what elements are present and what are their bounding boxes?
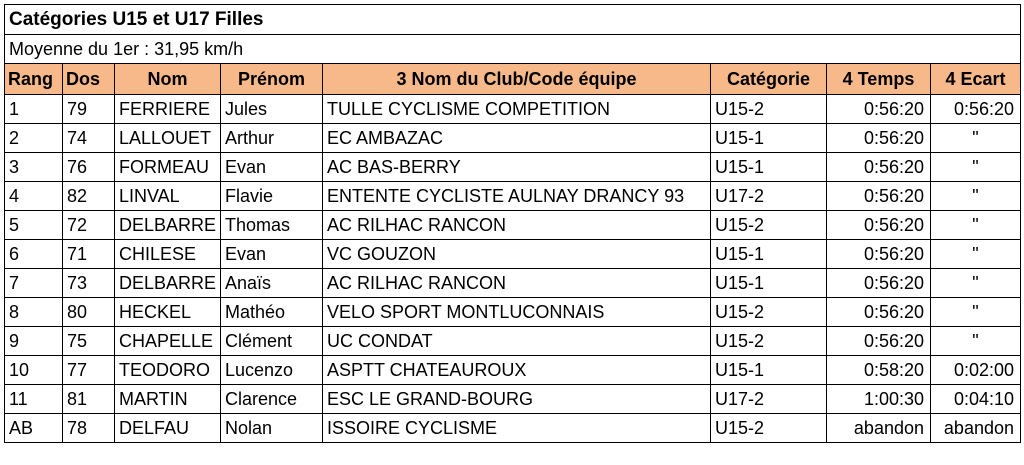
club-cell: EC AMBAZAC <box>323 124 711 153</box>
nom-cell: CHILESE <box>115 240 221 269</box>
dos-cell: 74 <box>63 124 115 153</box>
categorie-cell: U15-1 <box>711 240 827 269</box>
dos-cell: 71 <box>63 240 115 269</box>
temps-cell: 0:56:20 <box>827 153 931 182</box>
club-cell: VELO SPORT MONTLUCONNAIS <box>323 298 711 327</box>
nom-cell: LALLOUET <box>115 124 221 153</box>
prenom-cell: Jules <box>221 95 323 124</box>
categorie-cell: U15-2 <box>711 298 827 327</box>
rang-cell: AB <box>5 414 63 443</box>
header-row <box>5 64 1021 95</box>
table-row <box>5 124 1021 153</box>
table-row <box>5 269 1021 298</box>
categorie-cell: U15-1 <box>711 356 827 385</box>
prenom-cell: Flavie <box>221 182 323 211</box>
dos-cell: 75 <box>63 327 115 356</box>
club-cell: ESC LE GRAND-BOURG <box>323 385 711 414</box>
rang-cell: 10 <box>5 356 63 385</box>
club-cell: ISSOIRE CYCLISME <box>323 414 711 443</box>
table-row <box>5 182 1021 211</box>
dos-cell: 82 <box>63 182 115 211</box>
temps-cell: 1:00:30 <box>827 385 931 414</box>
rang-cell: 11 <box>5 385 63 414</box>
prenom-cell: Nolan <box>221 414 323 443</box>
categorie-cell: U15-2 <box>711 327 827 356</box>
prenom-cell: Mathéo <box>221 298 323 327</box>
dos-cell: 81 <box>63 385 115 414</box>
club-cell: ASPTT CHATEAUROUX <box>323 356 711 385</box>
club-cell: AC BAS-BERRY <box>323 153 711 182</box>
ecart-cell: " <box>931 327 1021 356</box>
categorie-cell: U15-1 <box>711 124 827 153</box>
temps-cell: 0:56:20 <box>827 124 931 153</box>
col-header-prenom: Prénom <box>221 64 323 95</box>
club-cell: TULLE CYCLISME COMPETITION <box>323 95 711 124</box>
title-row <box>5 5 1021 35</box>
rang-cell: 8 <box>5 298 63 327</box>
temps-cell: 0:56:20 <box>827 269 931 298</box>
sheet-title: Catégories U15 et U17 Filles <box>5 5 1021 35</box>
ecart-cell: " <box>931 298 1021 327</box>
categorie-cell: U15-2 <box>711 211 827 240</box>
categorie-cell: U15-1 <box>711 269 827 298</box>
ecart-cell: " <box>931 240 1021 269</box>
dos-cell: 72 <box>63 211 115 240</box>
ecart-cell: " <box>931 211 1021 240</box>
table-row <box>5 298 1021 327</box>
temps-cell: abandon <box>827 414 931 443</box>
table-row <box>5 95 1021 124</box>
club-cell: VC GOUZON <box>323 240 711 269</box>
prenom-cell: Thomas <box>221 211 323 240</box>
prenom-cell: Evan <box>221 153 323 182</box>
nom-cell: FERRIERE <box>115 95 221 124</box>
col-header-dos: Dos <box>63 64 115 95</box>
categorie-cell: U15-1 <box>711 153 827 182</box>
club-cell: ENTENTE CYCLISTE AULNAY DRANCY 93 <box>323 182 711 211</box>
rang-cell: 4 <box>5 182 63 211</box>
ecart-cell: abandon <box>931 414 1021 443</box>
rang-cell: 9 <box>5 327 63 356</box>
table-row <box>5 327 1021 356</box>
prenom-cell: Lucenzo <box>221 356 323 385</box>
prenom-cell: Anaïs <box>221 269 323 298</box>
col-header-temps: 4 Temps <box>827 64 931 95</box>
dos-cell: 73 <box>63 269 115 298</box>
ecart-cell: " <box>931 153 1021 182</box>
dos-cell: 77 <box>63 356 115 385</box>
ecart-cell: 0:04:10 <box>931 385 1021 414</box>
temps-cell: 0:56:20 <box>827 240 931 269</box>
average-speed: Moyenne du 1er : 31,95 km/h <box>5 35 1021 64</box>
col-header-ecart: 4 Ecart <box>931 64 1021 95</box>
nom-cell: DELBARRE <box>115 269 221 298</box>
ecart-cell: 0:02:00 <box>931 356 1021 385</box>
table-row <box>5 240 1021 269</box>
nom-cell: FORMEAU <box>115 153 221 182</box>
col-header-rang: Rang <box>5 64 63 95</box>
ecart-cell: " <box>931 182 1021 211</box>
table-row <box>5 356 1021 385</box>
dos-cell: 76 <box>63 153 115 182</box>
categorie-cell: U17-2 <box>711 182 827 211</box>
prenom-cell: Arthur <box>221 124 323 153</box>
temps-cell: 0:56:20 <box>827 211 931 240</box>
rang-cell: 3 <box>5 153 63 182</box>
categorie-cell: U15-2 <box>711 95 827 124</box>
table-row <box>5 153 1021 182</box>
rang-cell: 2 <box>5 124 63 153</box>
prenom-cell: Evan <box>221 240 323 269</box>
results-table <box>4 4 1021 443</box>
temps-cell: 0:56:20 <box>827 298 931 327</box>
rang-cell: 7 <box>5 269 63 298</box>
dos-cell: 79 <box>63 95 115 124</box>
temps-cell: 0:56:20 <box>827 182 931 211</box>
ecart-cell: " <box>931 269 1021 298</box>
table-row <box>5 211 1021 240</box>
nom-cell: DELBARRE <box>115 211 221 240</box>
col-header-nom: Nom <box>115 64 221 95</box>
prenom-cell: Clarence <box>221 385 323 414</box>
temps-cell: 0:56:20 <box>827 95 931 124</box>
prenom-cell: Clément <box>221 327 323 356</box>
nom-cell: LINVAL <box>115 182 221 211</box>
table-row <box>5 414 1021 443</box>
dos-cell: 80 <box>63 298 115 327</box>
club-cell: UC CONDAT <box>323 327 711 356</box>
results-sheet <box>4 4 1020 443</box>
rang-cell: 1 <box>5 95 63 124</box>
temps-cell: 0:58:20 <box>827 356 931 385</box>
club-cell: AC RILHAC RANCON <box>323 211 711 240</box>
nom-cell: DELFAU <box>115 414 221 443</box>
table-row <box>5 385 1021 414</box>
nom-cell: CHAPELLE <box>115 327 221 356</box>
dos-cell: 78 <box>63 414 115 443</box>
categorie-cell: U17-2 <box>711 385 827 414</box>
rang-cell: 5 <box>5 211 63 240</box>
temps-cell: 0:56:20 <box>827 327 931 356</box>
ecart-cell: " <box>931 124 1021 153</box>
nom-cell: MARTIN <box>115 385 221 414</box>
nom-cell: TEODORO <box>115 356 221 385</box>
average-row <box>5 35 1021 64</box>
categorie-cell: U15-2 <box>711 414 827 443</box>
ecart-cell: 0:56:20 <box>931 95 1021 124</box>
club-cell: AC RILHAC RANCON <box>323 269 711 298</box>
nom-cell: HECKEL <box>115 298 221 327</box>
col-header-categorie: Catégorie <box>711 64 827 95</box>
rang-cell: 6 <box>5 240 63 269</box>
col-header-club: 3 Nom du Club/Code équipe <box>323 64 711 95</box>
